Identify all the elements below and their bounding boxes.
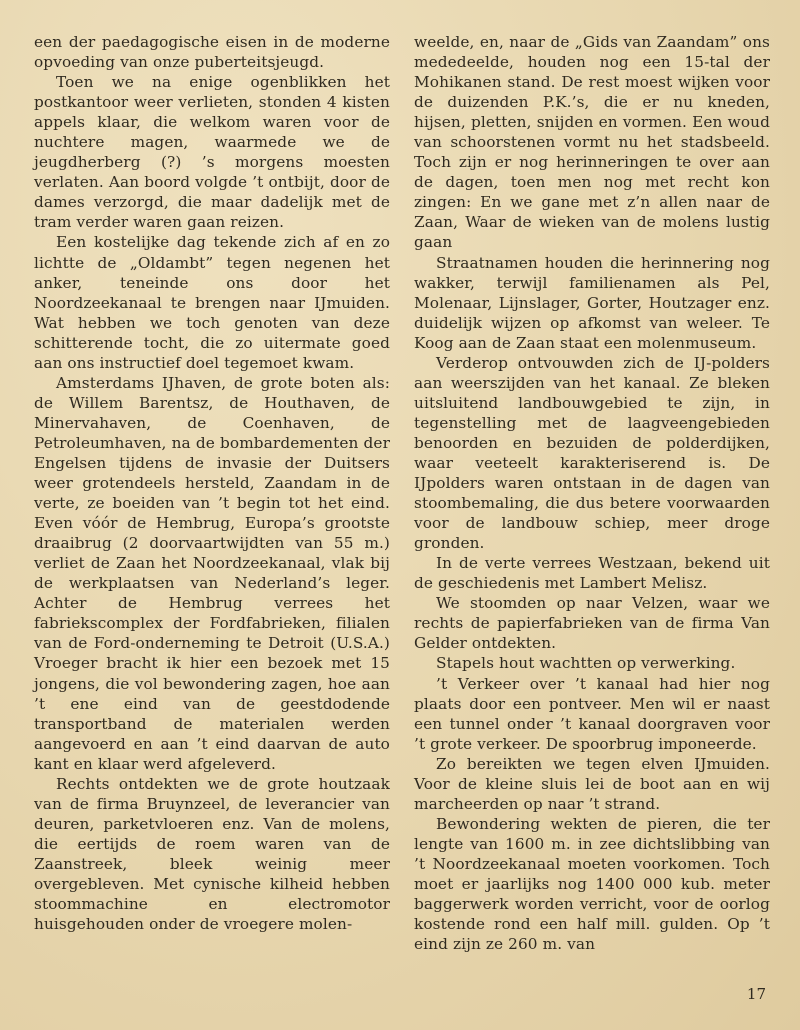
paragraph-l3: Een kostelijke dag tekende zich af en zo lichtte de „Oldambt” tegen negenen het anker, teneinde ons door het Noordzeekanaal te brengen naar IJmuiden. Wat hebben we toch genoten van deze schitterende tocht, die zo uitermate goed aan ons instructief doel tegemoet kwam. [34, 233, 390, 372]
page-number: 17 [746, 985, 766, 1003]
paragraph-r3: Verderop ontvouwden zich de IJ-polders aan weerszijden van het kanaal. Ze bleken uitsluitend landbouwgebied te zijn, in tegenstelling met de laagveengebieden benoorden en bezuiden de polderdijken, waar veeteelt karakteriserend is. De IJpolders waren ontstaan in de dagen van stoombemaling, die dus betere voorwaarden voor de landbouw schiep, meer droge gronden. [414, 353, 770, 553]
right-column [414, 32, 770, 954]
paragraph-r5: We stoomden op naar Velzen, waar we rechts de papierfabrieken van de firma Van Gelder ontdekten. [414, 594, 770, 653]
paragraph-l2: Toen we na enige ogenblikken het postkantoor weer verlieten, stonden 4 kisten appels klaar, die welkom waren voor de nuchtere magen, waarmede we de jeugdherberg (?) ’s morgens moesten verlaten. Aan boord volgde ’t ontbijt, door de dames verzorgd, die maar dadelijk met de tram verder waren gaan reizen. [34, 73, 390, 232]
left-column [34, 32, 390, 934]
paragraph-r8: Zo bereikten we tegen elven IJmuiden. Voor de kleine sluis lei de boot aan en wij marcheerden op naar ’t strand. [414, 754, 770, 813]
paragraph-r1: weelde, en, naar de „Gids van Zaandam” ons mededeelde, houden nog een 15-tal der Mohikanen stand. De rest moest wijken voor de duizenden P.K.’s, die er nu kneden, hijsen, pletten, snijden en vormen. Een woud van schoorstenen vormt nu het stadsbeeld. Toch zijn er nog herinneringen te over aan de dagen, toen men nog met recht kon zingen: En we gane met z’n allen naar de Zaan, Waar de wieken van de molens lustig gaan [414, 33, 770, 252]
paragraph-r9: Bewondering wekten de pieren, die ter lengte van 1600 m. in zee dichtslibbing van ’t Noordzeekanaal moeten voorkomen. Toch moet er jaarlijks nog 1400 000 kub. meter baggerwerk worden verricht, voor de oorlog kostende rond een half mill. gulden. Op ’t eind zijn ze 260 m. van [414, 814, 770, 954]
paragraph-r6: Stapels hout wachtten op verwerking. [436, 654, 736, 673]
paragraph-r2: Straatnamen houden die herinnering nog wakker, terwijl familienamen als Pel, Molenaar, Lijnslager, Gorter, Houtzager enz. duidelijk wijzen op afkomst van weleer. Te Koog aan de Zaan staat een molenmuseum. [414, 253, 770, 352]
paragraph-l4: Amsterdams IJhaven, de grote boten als: de Willem Barentsz, de Houthaven, de Minervahaven, de Coenhaven, de Petroleumhaven, na de bombardementen der Engelsen tijdens de invasie der Duitsers weer grotendeels hersteld, Zaandam in de verte, ze boeiden van ’t begin tot het eind. Even vóór de Hembrug, Europa’s grootste draaibrug (2 doorvaartwijdten van 55 m.) verliet de Zaan het Noordzeekanaal, vlak bij de werkplaatsen van Nederland’s leger. Achter de Hembrug verrees het fabriekscomplex der Fordfabrieken, filialen van de Ford-onderneming te Detroit (U.S.A.) Vroeger bracht ik hier een bezoek met 15 jongens, die vol bewondering zagen, hoe aan ’t ene eind van de geestdodende transportband de materialen werden aangevoerd en aan ’t eind daarvan de auto kant en klaar werd afgeleverd. [34, 373, 390, 773]
paragraph-r7: ’t Verkeer over ’t kanaal had hier nog plaats door een pontveer. Men wil er naast een tunnel onder ’t kanaal doorgraven voor ’t grote verkeer. De spoorbrug imponeerde. [414, 674, 770, 753]
paragraph-r4: In de verte verrees Westzaan, bekend uit de geschiedenis met Lambert Melisz. [414, 554, 770, 593]
paragraph-l5: Rechts ontdekten we de grote houtzaak van de firma Bruynzeel, de leverancier van deuren, parketvloeren enz. Van de molens, die eertijds de roem waren van de Zaanstreek, bleek weinig meer overgebleven. Met cynische kilheid hebben stoommachine en electromotor huisgehouden onder de vroegere molen- [34, 774, 390, 934]
paragraph-l1: een der paedagogische eisen in de moderne opvoeding van onze puberteitsjeugd. [34, 33, 390, 72]
